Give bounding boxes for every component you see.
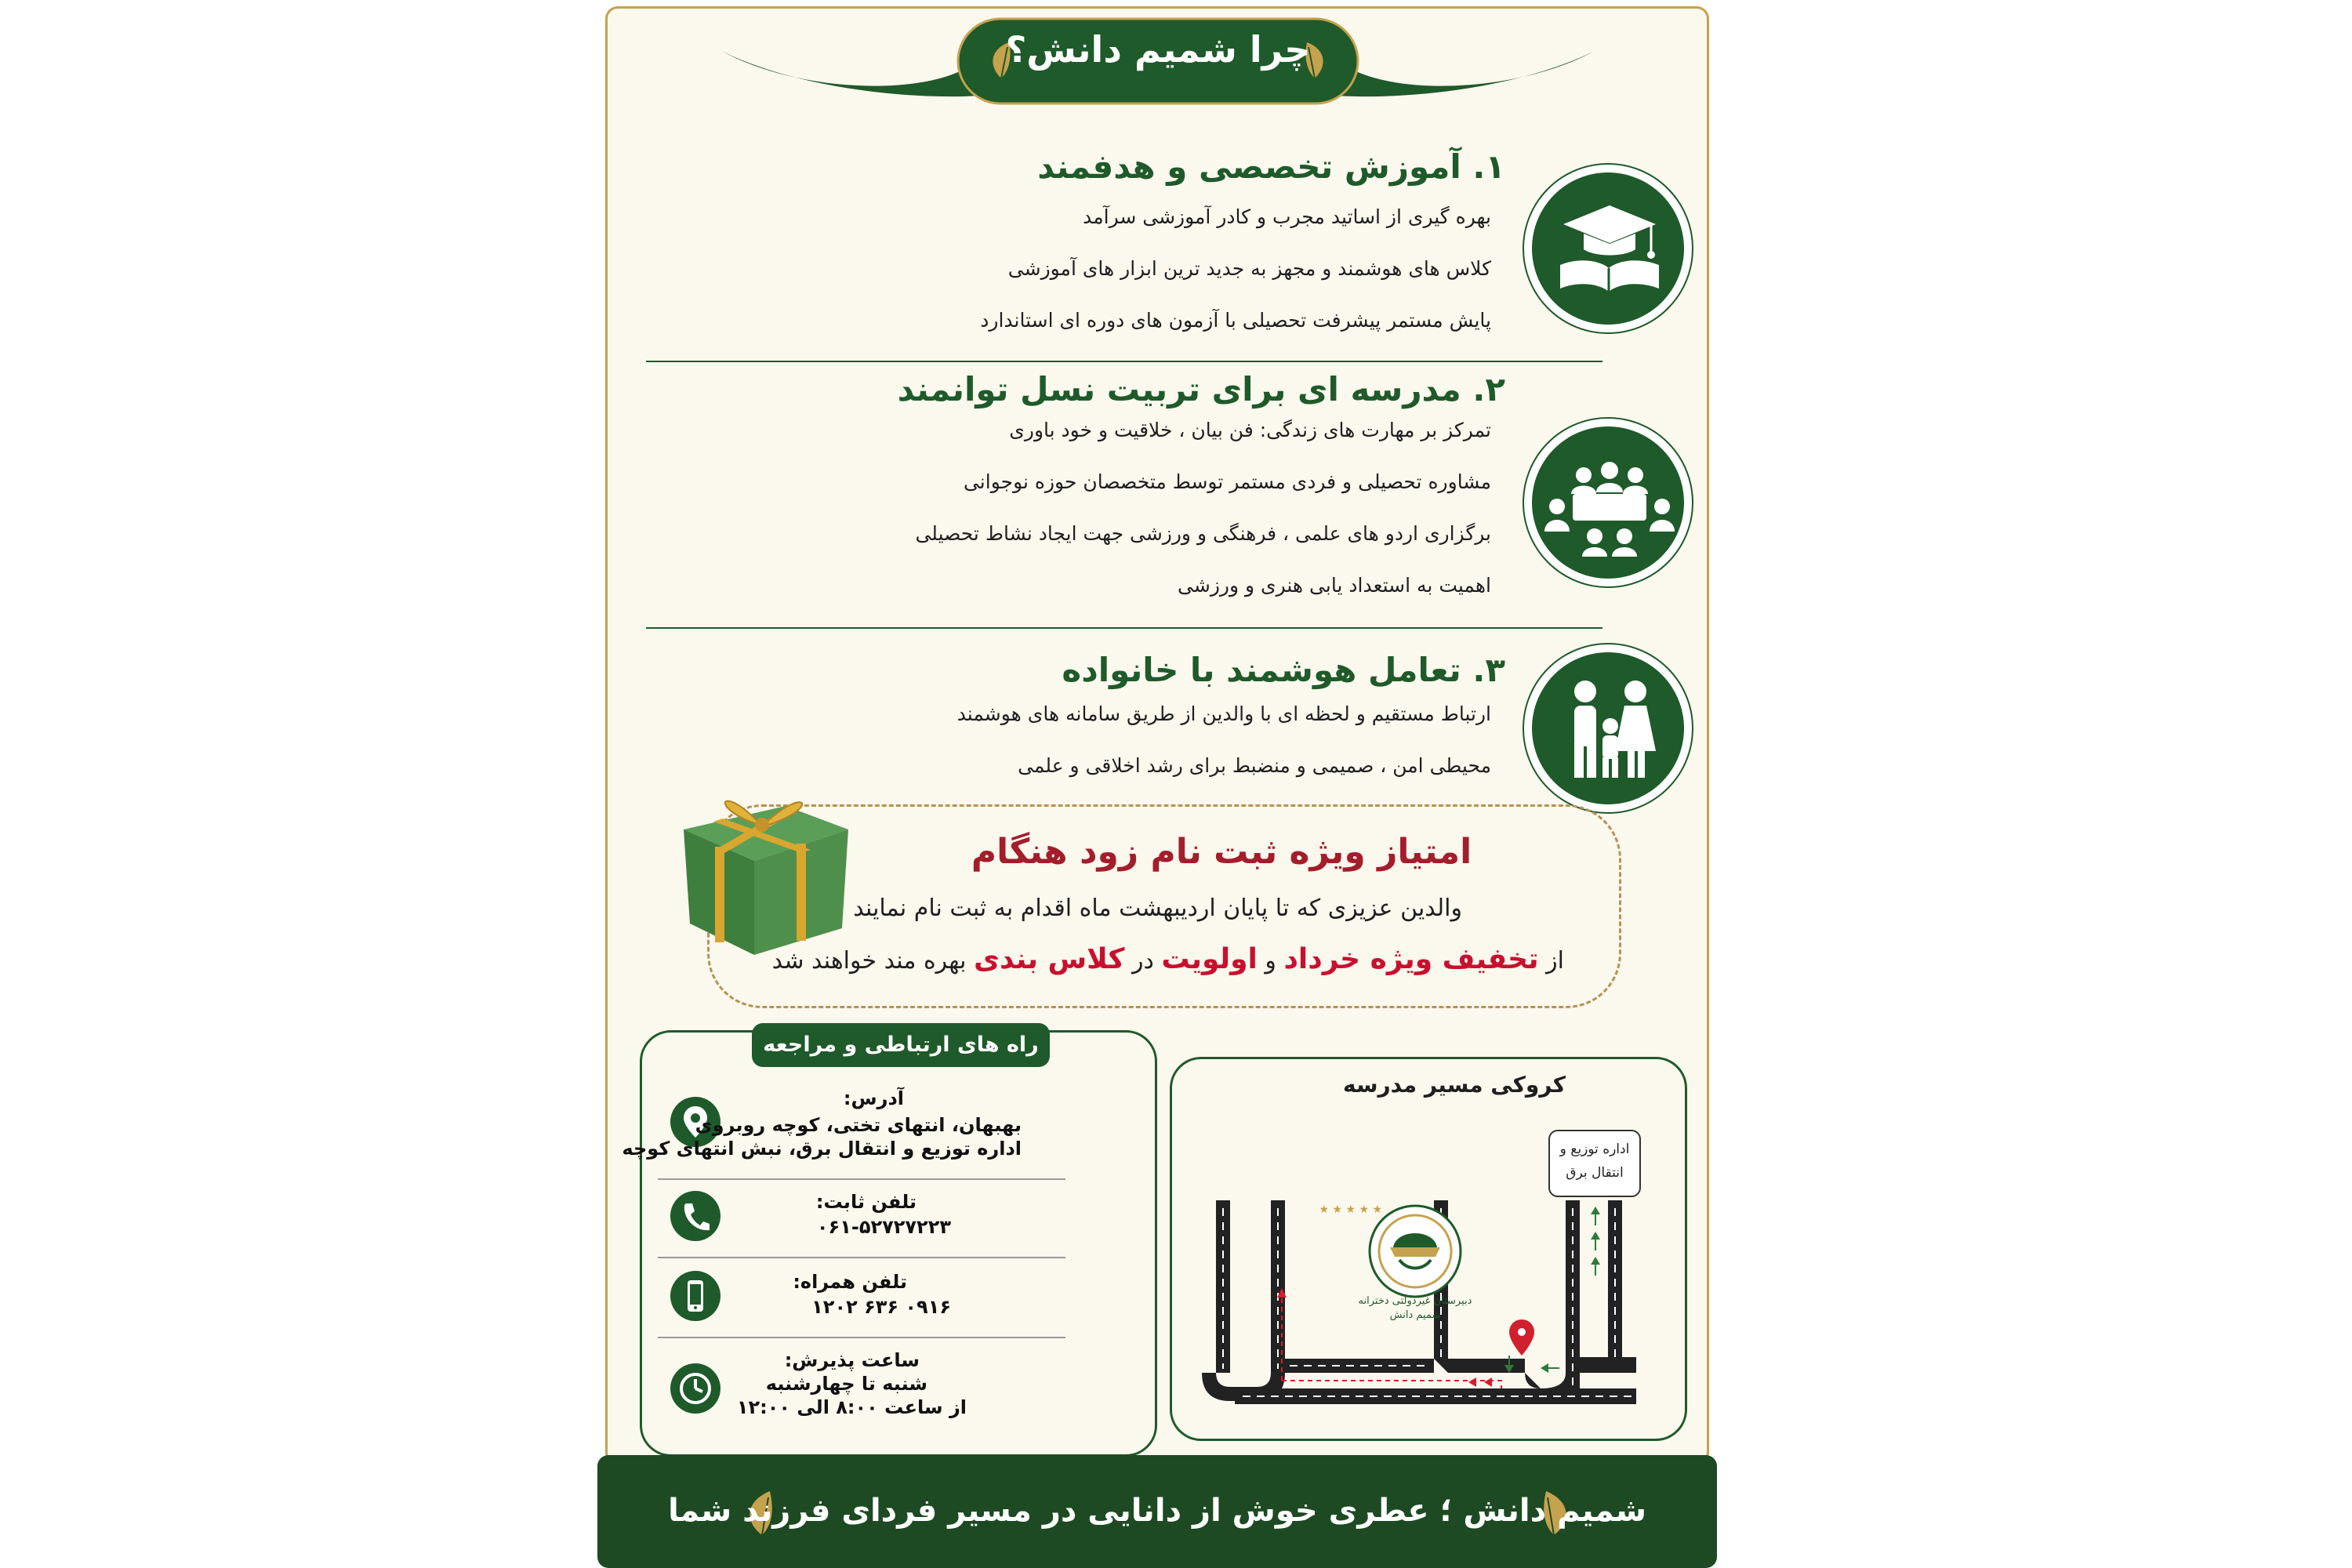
page-title: چرا شمیم دانش؟ (1005, 28, 1311, 71)
section-divider (646, 361, 1602, 362)
address-row (622, 1087, 1139, 1174)
offer-discount: تخفیف ویژه خرداد (1283, 943, 1539, 975)
school-logo-caption (1345, 1294, 1486, 1323)
mobile-phone-icon (670, 1271, 720, 1321)
map-title: کروکی مسیر مدرسه (1342, 1072, 1566, 1098)
offer-benefits (772, 943, 1564, 975)
hours-time: از ساعت ۸:۰۰ الی ۱۲:۰۰ (736, 1396, 967, 1418)
address-label: آدرس: (843, 1087, 904, 1109)
graduation-cap-book-icon (1523, 163, 1693, 334)
list-item: بهره گیری از اساتید مجرب و کادر آموزشی سرآمد (1083, 205, 1491, 228)
family-icon (1523, 643, 1693, 814)
offer-class-assignment: کلاس بندی (973, 943, 1125, 975)
address-line-1: بهبهان، انتهای تختی، کوچه روبروی (695, 1114, 1022, 1136)
landline-label: تلفن ثابت: (815, 1191, 916, 1213)
section-title: ۱. آموزش تخصصی و هدفمند (1037, 147, 1505, 186)
section-capable-generation (605, 370, 1709, 629)
list-item: برگزاری اردو های علمی ، فرهنگی و ورزشی جهت ایجاد نشاط تحصیلی (915, 522, 1491, 545)
hours-label: ساعت پذیرش: (784, 1349, 920, 1371)
offer-priority: اولویت (1161, 943, 1258, 975)
offer-and: و (1265, 947, 1276, 975)
school-line-2: شمیم دانش (1389, 1309, 1441, 1321)
svg-text:★ ★ ★ ★ ★: ★ ★ ★ ★ ★ (1319, 1203, 1382, 1216)
contact-box (622, 1030, 1157, 1457)
mobile-row (653, 1266, 1139, 1329)
offer-prefix: از (1546, 947, 1564, 975)
route-map (1172, 1059, 1690, 1443)
contact-separator (658, 1257, 1065, 1258)
footer-banner (597, 1455, 1717, 1568)
list-item: پایش مستمر پیشرفت تحصیلی با آزمون های دوره ای استاندارد (980, 309, 1491, 332)
bullet-list (915, 405, 1491, 612)
mobile-label: تلفن همراه: (793, 1271, 907, 1293)
bullet-list (957, 688, 1491, 792)
meeting-table-icon (1523, 417, 1693, 588)
list-item: محیطی امن ، صمیمی و منضبط برای رشد اخلاقی و علمی (1018, 754, 1491, 777)
header-banner (723, 14, 1593, 108)
contact-separator (658, 1337, 1065, 1338)
list-item: مشاوره تحصیلی و فردی مستمر توسط متخصصان حوزه نوجوانی (963, 470, 1491, 493)
landline-number: ۰۶۱-۵۲۷۲۷۲۲۳ (816, 1216, 951, 1238)
landline-row (653, 1188, 1139, 1250)
phone-icon (670, 1191, 720, 1241)
office-line-1: اداره توزیع و (1559, 1142, 1630, 1157)
list-item: کلاس های هوشمند و مجهز به جدید ترین ابزار های آموزشی (1007, 257, 1491, 280)
offer-description: والدین عزیزی که تا پایان اردیبهشت ماه اقدام به ثبت نام نمایند (853, 895, 1462, 922)
office-line-2: انتقال برق (1566, 1165, 1624, 1181)
address-line-2: اداره توزیع و انتقال برق، نبش انتهای کوچه (622, 1138, 1022, 1160)
list-item: اهمیت به استعداد یابی هنری و ورزشی (1178, 574, 1491, 597)
contact-heading: راه های ارتباطی و مراجعه (752, 1023, 1050, 1067)
section-divider (646, 627, 1602, 629)
school-line-1: دبیرستان غیردولتی دخترانه (1358, 1295, 1472, 1307)
bullet-list (980, 191, 1491, 347)
section-title: ۲. مدرسه ای برای تربیت نسل توانمند (897, 370, 1505, 408)
hours-row (653, 1346, 1139, 1432)
list-item: تمرکز بر مهارت های زندگی: فن بیان ، خلاقیت و خود باوری (1009, 419, 1491, 441)
offer-suffix: بهره مند خواهند شد (771, 947, 967, 975)
clock-icon (670, 1363, 720, 1414)
offer-title: امتیاز ویژه ثبت نام زود هنگام (971, 832, 1472, 872)
footer-slogan: شمیم دانش ؛ عطری خوش از دانایی در مسیر فردای فرزند شما (668, 1493, 1646, 1529)
section-title: ۳. تعامل هوشمند با خانواده (1062, 651, 1505, 689)
mobile-number: ۰۹۱۶ ۶۳۶ ۱۲۰۲ (811, 1296, 951, 1318)
gift-box-icon (668, 775, 856, 966)
route-map-box (1170, 1057, 1687, 1441)
hours-days: شنبه تا چهارشنبه (765, 1373, 927, 1395)
poster (605, 6, 1709, 1568)
list-item: ارتباط مستقیم و لحظه ای با والدین از طریق سامانه های هوشمند (956, 702, 1491, 725)
contact-separator (658, 1178, 1065, 1180)
offer-in: در (1132, 947, 1154, 975)
section-specialized-education (605, 147, 1709, 351)
